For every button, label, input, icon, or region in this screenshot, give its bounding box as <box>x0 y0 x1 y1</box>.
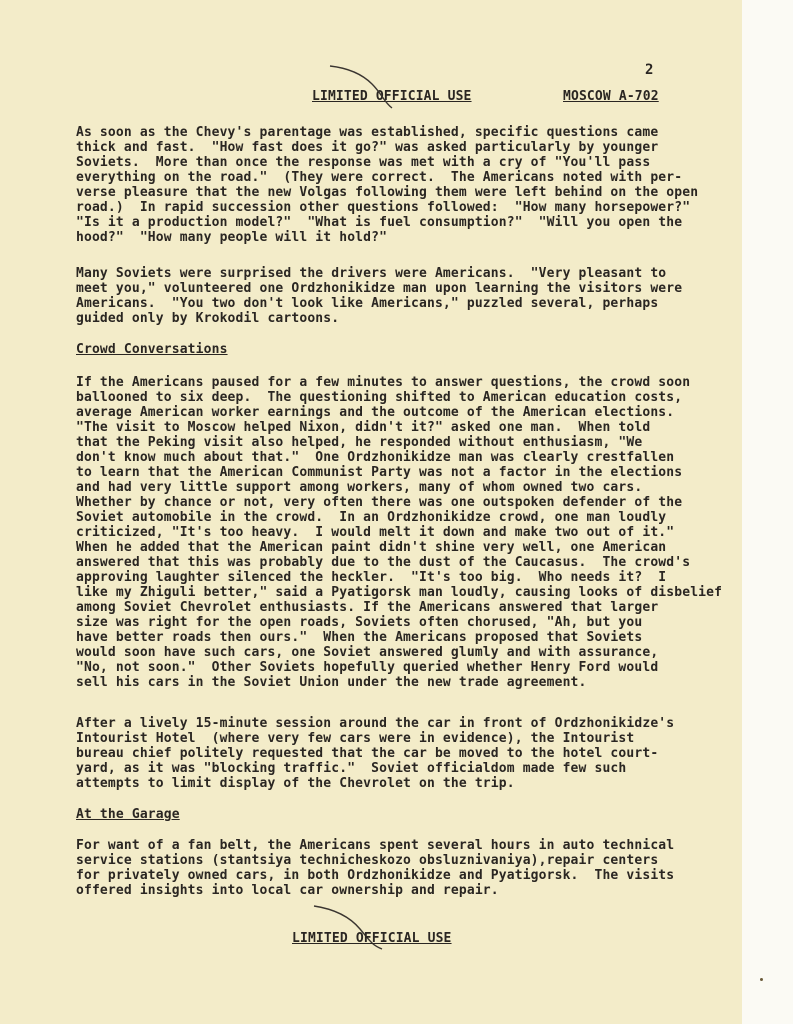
page-number: 2 <box>645 62 654 78</box>
heading-at-the-garage: At the Garage <box>76 807 180 822</box>
footer-classification: LIMITED OFFICIAL USE <box>292 931 452 946</box>
header-reference: MOSCOW A-702 <box>563 89 659 104</box>
header-classification: LIMITED OFFICIAL USE <box>312 89 472 104</box>
heading-crowd-conversations: Crowd Conversations <box>76 342 228 357</box>
paragraph-soviets-surprised: Many Soviets were surprised the drivers were Americans. "Very pleasant to meet you," volunteered one Ordzhonikidze man upon learning the visitors were Americans. "You two don't look like Americans," puzzled several, perhaps guided only by Krokodil cartoons. <box>76 266 683 326</box>
scan-margin <box>742 0 793 1024</box>
paragraph-chevy-questions: As soon as the Chevy's parentage was established, specific questions came thick and fast. "How fast does it go?" was asked particularly by younger Soviets. More than once the response was met with a cry of "You'll pass everything on the road." (They were correct. The Americans noted with per- verse pleasure that the new Volgas following them were left behind on the open road.) In rapid succession other questions followed: "How many horsepower?" "Is it a production model?" "What is fuel consumption?" "Will you open the hood?" "How many people will it hold?" <box>76 125 699 245</box>
pen-mark-icon <box>328 62 398 112</box>
scan-speck <box>760 978 763 981</box>
paragraph-at-the-garage: For want of a fan belt, the Americans spent several hours in auto technical service stations (stantsiya technicheskozo obsluznivaniya),repair centers for privately owned cars, in both Ordzhonikidze and Pyatigorsk. The visits offered insights into local car ownership and repair. <box>76 838 675 898</box>
paragraph-intourist-hotel: After a lively 15-minute session around the car in front of Ordzhonikidze's Intourist Hotel (where very few cars were in evidence), the Intourist bureau chief politely requested that the car be moved to the hotel court- yard, as it was "blocking traffic." Soviet officialdom made few such attempts to limit display of the Chevrolet on the trip. <box>76 716 675 791</box>
paragraph-crowd-conversations: If the Americans paused for a few minutes to answer questions, the crowd soon ballooned to six deep. The questioning shifted to American education costs, average American worker earnings and the outcome of the American elections. "The visit to Moscow helped Nixon, didn't it?" asked one man. When told that the Peking visit also helped, he responded without enthusiasm, "We don't know much about that." One Ordzhonikidze man was clearly crestfallen to learn that the American Communist Party was not a factor in the elections and had very little support among workers, many of whom owned two cars. Whether by chance or not, very often there was one outspoken defender of the Soviet automobile in the crowd. In an Ordzhonikidze crowd, one man loudly criticized, "It's too heavy. I would melt it down and make two out of it." When he added that the American paint didn't shine very well, one American answered that this was probably due to the dust of the Caucasus. The crowd's approving laughter silenced the heckler. "It's too big. Who needs it? I like my Zhiguli better," said a Pyatigorsk man loudly, causing looks of disbelief among Soviet Chevrolet enthusiasts. If the Americans answered that larger size was right for the open roads, Soviets often chorused, "Ah, but you have better roads then ours." When the Americans proposed that Soviets would soon have such cars, one Soviet answered glumly and with assurance, "No, not soon." Other Soviets hopefully queried whether Henry Ford would sell his cars in the Soviet Union under the new trade agreement. <box>76 375 723 690</box>
